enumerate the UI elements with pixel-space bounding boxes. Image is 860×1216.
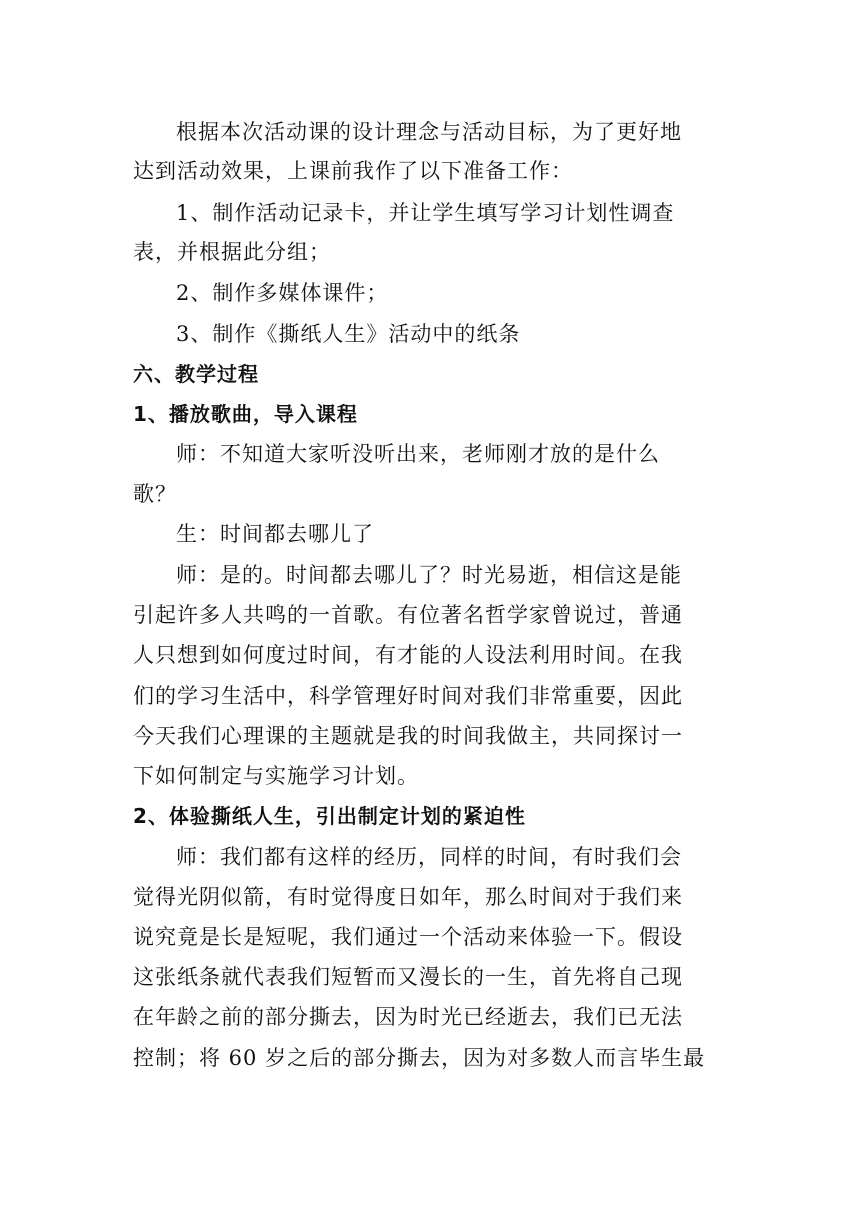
- paragraph-line: 达到活动效果，上课前我作了以下准备工作：: [133, 159, 573, 183]
- paragraph-line: 师：我们都有这样的经历，同样的时间，有时我们会: [176, 845, 682, 869]
- list-item: 2、制作多媒体课件；: [176, 281, 389, 305]
- paragraph-line: 说究竟是长是短呢，我们通过一个活动来体验一下。假设: [133, 925, 683, 949]
- paragraph-line: 觉得光阴似箭，有时觉得度日如年，那么时间对于我们来: [133, 885, 683, 909]
- subsection-heading: 2、体验撕纸人生，引出制定计划的紧迫性: [133, 804, 526, 828]
- paragraph-line: 生：时间都去哪儿了: [176, 522, 374, 546]
- paragraph-line: 下如何制定与实施学习计划。: [133, 764, 419, 788]
- paragraph-line: 控制；将 60 岁之后的部分撕去，因为对多数人而言毕生最: [133, 1046, 706, 1070]
- paragraph-line: 表，并根据此分组；: [133, 240, 331, 264]
- paragraph-line: 引起许多人共鸣的一首歌。有位著名哲学家曾说过，普通: [133, 603, 683, 627]
- paragraph-line: 人只想到如何度过时间，有才能的人设法利用时间。在我: [133, 643, 683, 667]
- paragraph-line: 师：是的。时间都去哪儿了？时光易逝，相信这是能: [176, 563, 682, 587]
- paragraph-line: 今天我们心理课的主题就是我的时间我做主，共同探讨一: [133, 724, 683, 748]
- paragraph-line: 这张纸条就代表我们短暂而又漫长的一生，首先将自己现: [133, 965, 683, 989]
- subsection-heading: 1、播放歌曲，导入课程: [133, 402, 358, 426]
- list-item: 1、制作活动记录卡，并让学生填写学习计划性调查: [176, 201, 675, 225]
- paragraph-line: 们的学习生活中，科学管理好时间对我们非常重要，因此: [133, 684, 683, 708]
- paragraph-line: 在年龄之前的部分撕去，因为时光已经逝去，我们已无法: [133, 1005, 683, 1029]
- paragraph-line: 歌？: [133, 482, 177, 506]
- section-heading: 六、教学过程: [133, 362, 259, 386]
- paragraph-line: 根据本次活动课的设计理念与活动目标，为了更好地: [176, 120, 682, 144]
- paragraph-line: 师：不知道大家听没听出来，老师刚才放的是什么: [176, 442, 660, 466]
- list-item: 3、制作《撕纸人生》活动中的纸条: [176, 322, 521, 346]
